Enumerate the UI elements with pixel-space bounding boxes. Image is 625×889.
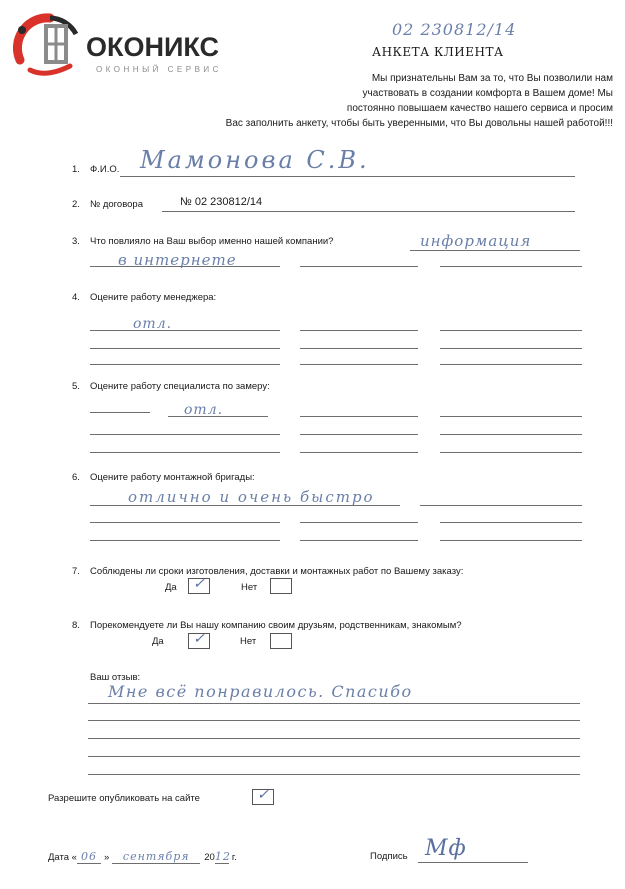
brand-tagline: ОКОННЫЙ СЕРВИС [96, 65, 222, 74]
date-month[interactable]: сентября [112, 850, 200, 864]
question-4 [72, 292, 216, 303]
date-label: Дата « [48, 852, 77, 863]
question-label: № договора [90, 199, 143, 210]
answer-installers[interactable]: отлично и очень быстро [128, 488, 375, 506]
question-8 [72, 620, 462, 631]
form-number-handwritten: 02 230812/14 [392, 20, 517, 39]
publish-checkbox[interactable] [252, 789, 274, 805]
question-label: Ф.И.О. [90, 164, 120, 175]
checkmark-icon: ✓ [257, 787, 270, 803]
checkmark-icon: ✓ [193, 631, 206, 647]
form-title: АНКЕТА КЛИЕНТА [372, 45, 504, 59]
question-number: 6. [72, 472, 80, 483]
question-label: Оцените работу монтажной бригады: [90, 472, 255, 483]
brand-logo [12, 10, 272, 80]
question-label: Оцените работу специалиста по замеру: [90, 381, 270, 392]
q7-yes-label: Да [165, 582, 177, 593]
question-1 [72, 164, 119, 175]
intro-line-4: Вас заполнить анкету, чтобы быть уверенными, что Вы довольны нашей работой!!! [225, 118, 613, 129]
answer-manager[interactable]: отл. [133, 316, 173, 332]
question-number: 3. [72, 236, 80, 247]
date-year[interactable]: 12 [214, 850, 231, 863]
question-5 [72, 381, 270, 392]
review-answer[interactable]: Мне всё понравилось. Спасибо [108, 682, 413, 701]
question-number: 5. [72, 381, 80, 392]
date-sep: » [103, 852, 110, 863]
question-6 [72, 472, 255, 483]
question-number: 4. [72, 292, 80, 303]
signature[interactable]: Мф [425, 836, 467, 861]
publish-label: Разрешите опубликовать на сайте [48, 793, 200, 804]
date-day[interactable]: 06 [77, 850, 101, 864]
question-label: Соблюдены ли сроки изготовления, доставки и монтажных работ по Вашему заказу: [90, 566, 464, 577]
intro-line-3: постоянно повышаем качество нашего сервиса и просим [346, 103, 613, 114]
q8-yes-checkbox[interactable] [188, 633, 210, 649]
question-label: Порекомендуете ли Вы нашу компанию своим друзьям, родственникам, знакомым? [90, 620, 462, 631]
q7-no-label: Нет [241, 582, 258, 593]
question-7 [72, 566, 463, 577]
question-label: Что повлияло на Ваш выбор именно нашей компании? [90, 236, 334, 247]
q7-no-checkbox[interactable] [270, 578, 292, 594]
intro-line-2: участвовать в создании комфорта в Вашем доме! Мы [362, 88, 613, 99]
signature-label: Подпись [370, 851, 408, 862]
question-number: 8. [72, 620, 80, 631]
intro-line-1: Мы признательны Вам за то, что Вы позволили нам [371, 73, 613, 84]
review-label: Ваш отзыв: [90, 672, 141, 683]
checkmark-icon: ✓ [193, 576, 206, 592]
answer-choice-line-2[interactable]: в интернете [118, 251, 237, 269]
answer-fio[interactable]: Мамонова С.В. [140, 146, 370, 174]
answer-measurer[interactable]: отл. [184, 402, 224, 418]
question-number: 2. [72, 199, 80, 210]
question-3 [72, 236, 333, 247]
window-icon [12, 10, 92, 78]
question-label: Оцените работу менеджера: [90, 292, 217, 303]
question-2 [72, 199, 143, 210]
date-year-end: г. [231, 852, 237, 863]
q8-no-label: Нет [240, 636, 257, 647]
answer-contract[interactable]: № 02 230812/14 [180, 196, 263, 208]
date-year-prefix: 20 [204, 852, 215, 863]
date-field [48, 850, 237, 864]
question-number: 7. [72, 566, 80, 577]
answer-choice-line-1[interactable]: информация [420, 232, 532, 250]
q8-yes-label: Да [152, 636, 164, 647]
question-number: 1. [72, 164, 80, 175]
brand-name: ОКОНИКС [86, 32, 220, 62]
q8-no-checkbox[interactable] [270, 633, 292, 649]
q7-yes-checkbox[interactable] [188, 578, 210, 594]
